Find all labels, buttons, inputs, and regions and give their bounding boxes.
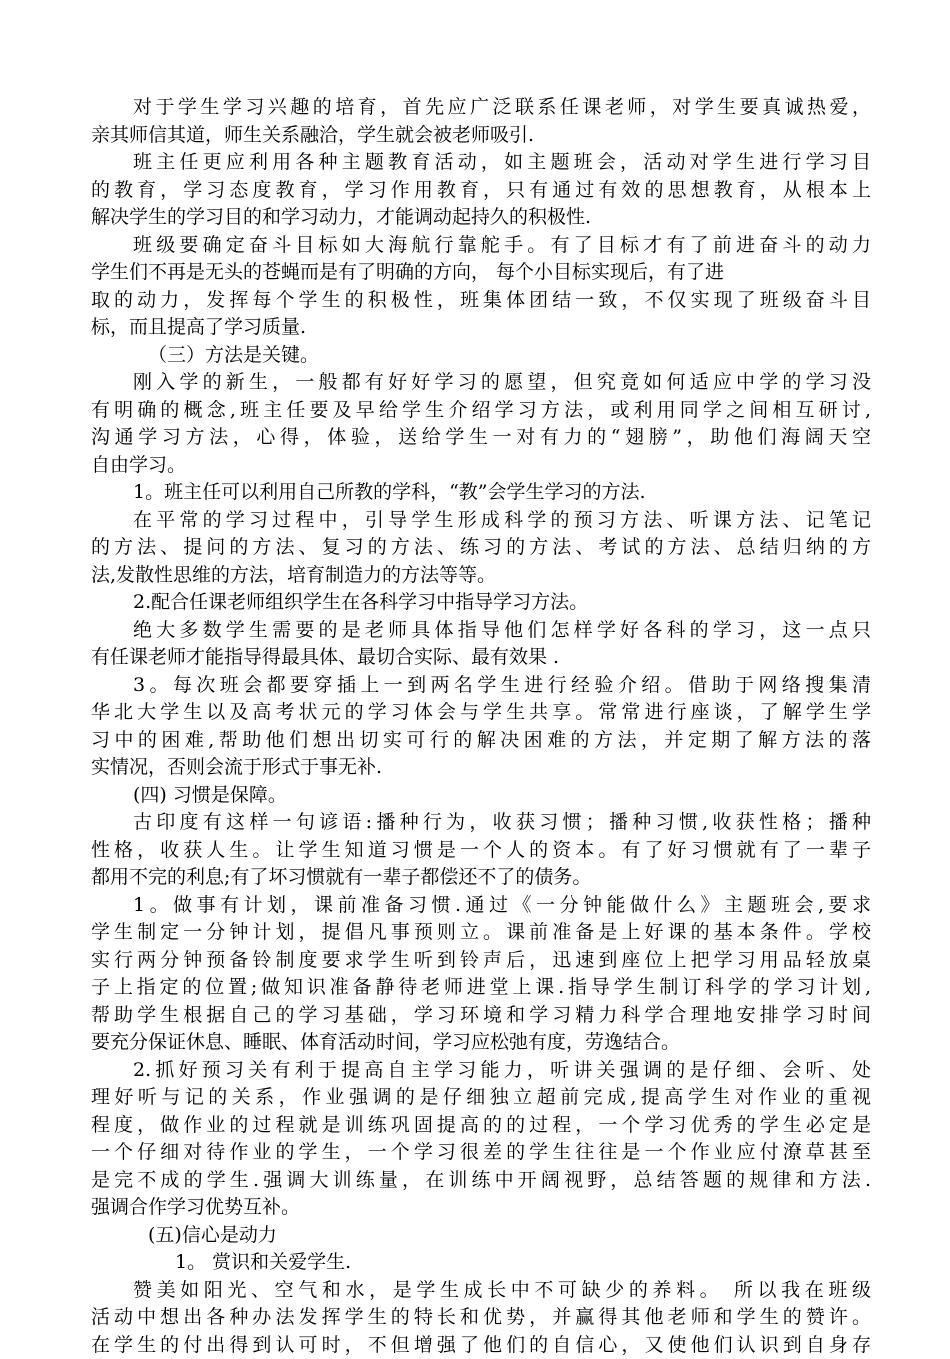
text-line: 程度，做作业的过程就是训练巩固提高的的过程，一个学习优秀的学生必定是 [91, 1112, 871, 1140]
text-line: 是完不成的学生.强调大训练量，在训练中开阔视野，总结答题的规律和方法. [91, 1167, 871, 1195]
text-line: 习中的困难,帮助他们想出切实可行的解决困难的方法，并定期了解方法的落 [91, 727, 871, 755]
body-text [91, 94, 871, 1359]
text-line: 标，而且提高了学习质量. [91, 314, 871, 342]
text-line: 华北大学生以及高考状元的学习体会与学生共享。常常进行座谈，了解学生学 [91, 699, 871, 727]
text-line: 学生制定一分钟计划，提倡凡事预则立。课前准备是上好课的基本条件。学校 [91, 919, 871, 947]
text-line: 在学生的付出得到认可时，不但增强了他们的自信心，又使他们认识到自身存 [91, 1332, 871, 1359]
text-line: 实行两分钟预备铃制度要求学生听到铃声后，迅速到座位上把学习用品轻放桌 [91, 947, 871, 975]
section-heading: (四) 习惯是保障。 [91, 782, 871, 810]
text-line: 2.抓好预习关有利于提高自主学习能力，听讲关强调的是仔细、会听、处 [91, 1057, 871, 1085]
text-line: 法,发散性思维的方法，培育制造力的方法等等。 [91, 562, 871, 590]
text-line: 在平常的学习过程中，引导学生形成科学的预习方法、听课方法、记笔记 [91, 507, 871, 535]
text-line: 沟通学习方法，心得，体验，送给学生一对有力的“翅膀”，助他们海阔天空 [91, 424, 871, 452]
text-line: 亲其师信其道，师生关系融洽，学生就会被老师吸引. [91, 122, 871, 150]
text-line: 要充分保证休息、睡眠、体育活动时间，学习应松弛有度，劳逸结合。 [91, 1029, 871, 1057]
text-line: 绝大多数学生需要的是老师具体指导他们怎样学好各科的学习，这一点只 [91, 617, 871, 645]
text-line: 的教育，学习态度教育，学习作用教育，只有通过有效的思想教育，从根本上 [91, 177, 871, 205]
text-line: 自由学习。 [91, 452, 871, 480]
text-line: 都用不完的利息;有了坏习惯就有一辈子都偿还不了的债务。 [91, 864, 871, 892]
subsection-heading: 1。 赏识和关爱学生. [91, 1249, 871, 1277]
text-line: 的方法、提问的方法、复习的方法、练习的方法、考试的方法、总结归纳的方 [91, 534, 871, 562]
text-line: 1。班主任可以利用自己所教的学科，“教”会学生学习的方法. [91, 479, 871, 507]
text-line: 活动中想出各种办法发挥学生的特长和优势，并赢得其他老师和学生的赞许。 [91, 1304, 871, 1332]
text-line: 班主任更应利用各种主题教育活动，如主题班会，活动对学生进行学习目 [91, 149, 871, 177]
text-line: 对于学生学习兴趣的培育，首先应广泛联系任课老师，对学生要真诚热爱， [91, 94, 871, 122]
text-line: 强调合作学习优势互补。 [91, 1194, 871, 1222]
text-line: 3。每次班会都要穿插上一到两名学生进行经验介绍。借助于网络搜集清 [91, 672, 871, 700]
text-line: 实情况，否则会流于形式于事无补. [91, 754, 871, 782]
text-line: 子上指定的位置;做知识准备静待老师进堂上课.指导学生制订科学的学习计划, [91, 974, 871, 1002]
text-line: 班级要确定奋斗目标如大海航行靠舵手。有了目标才有了前进奋斗的动力 [91, 232, 871, 260]
text-line: 取的动力，发挥每个学生的积极性，班集体团结一致，不仅实现了班级奋斗目 [91, 287, 871, 315]
text-line: 一个仔细对待作业的学生，一个学习很差的学生往往是一个作业应付潦草甚至 [91, 1139, 871, 1167]
text-line: 有明确的概念,班主任要及早给学生介绍学习方法，或利用同学之间相互研讨, [91, 397, 871, 425]
text-line: 有任课老师才能指导得最具体、最切合实际、最有效果 . [91, 644, 871, 672]
text-line: 解决学生的学习目的和学习动力，才能调动起持久的积极性. [91, 204, 871, 232]
text-line: 1。做事有计划，课前准备习惯.通过《一分钟能做什么》主题班会,要求 [91, 892, 871, 920]
text-line: 理好听与记的关系，作业强调的是仔细独立超前完成,提高学生对作业的重视 [91, 1084, 871, 1112]
section-heading: (五)信心是动力 [91, 1222, 871, 1250]
text-line: 性格，收获人生。让学生知道习惯是一个人的资本。有了好习惯就有了一辈子 [91, 837, 871, 865]
section-heading: （三）方法是关键。 [91, 342, 871, 370]
text-line: 刚入学的新生，一般都有好好学习的愿望，但究竟如何适应中学的学习没 [91, 369, 871, 397]
text-line: 学生们不再是无头的苍蝇而是有了明确的方向， 每个小目标实现后，有了进 [91, 259, 871, 287]
text-line: 赞美如阳光、空气和水，是学生成长中不可缺少的养料。 所以我在班级 [91, 1277, 871, 1305]
text-line: 古印度有这样一句谚语:播种行为，收获习惯；播种习惯,收获性格；播种 [91, 809, 871, 837]
text-line: 帮助学生根据自己的学习基础，学习环境和学习精力科学合理地安排学习时间 [91, 1002, 871, 1030]
text-line: 2.配合任课老师组织学生在各科学习中指导学习方法。 [91, 589, 871, 617]
